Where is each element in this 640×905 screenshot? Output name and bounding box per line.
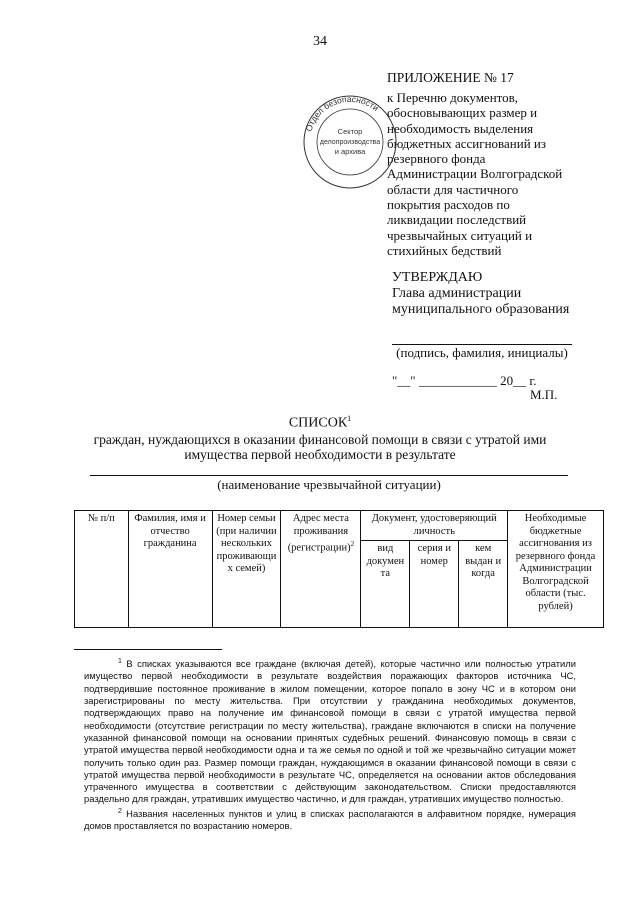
header-address-text: Адрес места проживания (регистрации) (287, 513, 351, 554)
approval-organization: муниципального образования (392, 302, 570, 317)
footnote-ref: 2 (350, 540, 355, 548)
basis-line: области для частичного (387, 181, 519, 197)
header-doc-series: серия и номер (410, 541, 459, 628)
situation-fill-line (90, 475, 568, 476)
situation-hint: (наименование чрезвычайной ситуации) (217, 477, 441, 492)
stamp-line: и архива (334, 147, 366, 156)
header-funds: Необходимые бюджетные ассигнования из резервного фонда Администрации Волгоградской области (тыс. рублей) (508, 511, 604, 628)
basis-line: чрезвычайных ситуаций и (387, 227, 533, 243)
basis-line: стихийных бедствий (387, 242, 502, 258)
list-subtitle (90, 432, 550, 462)
list-title (0, 414, 640, 432)
header-family: Номер семьи (при наличии нескольких проживающи х семей) (212, 511, 281, 628)
footnote-1 (84, 656, 576, 806)
signature-hint: (подпись, фамилия, инициалы) (396, 345, 568, 360)
date-line: "__" ____________ 20__ г. (392, 373, 537, 388)
approval-block (392, 270, 569, 318)
list-title-text: СПИСОК (288, 415, 348, 431)
footnote-separator (74, 649, 222, 650)
citizens-table (74, 510, 604, 628)
footnote-mark: 2 (118, 807, 122, 815)
basis-line: ликвидации последствий (387, 212, 527, 228)
header-name: Фамилия, имя и отчество гражданина (128, 511, 212, 628)
footnote-mark: 1 (118, 658, 122, 665)
basis-line: обосновывающих размер и (387, 105, 538, 121)
approval-position: Глава администрации (392, 286, 522, 301)
approval-heading: УТВЕРЖДАЮ (392, 270, 483, 285)
appendix-basis (387, 90, 587, 258)
basis-line: к Перечню документов, (387, 90, 519, 105)
subtitle-line: граждан, нуждающихся в оказании финансовой помощи в связи с утратой ими (93, 432, 547, 447)
page-number: 34 (313, 34, 327, 49)
stamp-line: делопроизводства (319, 139, 381, 146)
footnote-1-text: В списках указываются все граждане (включая детей), которые частично или полностью утратили имущество первой необходимости в результате воздействия поражающих факторов источника ЧС, подтвердившие постоянное проживание в жилом помещении, которое попало в зону ЧС и в котором они зарегистрированы по месту жительства. При отсутствии у гражданина необходимых документов, подтверждающих право на получение им финансовой помощи в связи с утратой имущества первой необходимости (отсутствие регистрации по месту жительства), граждане включаются в списки на получение указанной финансовой помощи на основании принятых судебных решений. Финансовую помощь в связи с утратой имущества первой необходимости одна и та же семья по одной и той же чрезвычайно ситуации может получить только один раз. Размер помощи граждан, нуждающимся в оказании финансовой помощи в связи с утратой имущества первой необходимости в результате ЧС, определяется на основании актов обследования утраченного имущества в соответствии с действующим законодательством. Списки предоставляются раздельно для граждан, утративших имущество частично, и для граждан, утративших имущество полностью. (84, 658, 577, 805)
footnote-2-text: Названия населенных пунктов и улиц в списках располагаются в алфавитном порядке, нумерация домов проставляется по возрастанию номеров. (84, 807, 576, 832)
stamp-line: Сектор (337, 127, 363, 136)
basis-line: покрытия расходов по (387, 197, 510, 213)
basis-line: Администрации Волгоградской (387, 166, 563, 182)
header-address (281, 511, 361, 628)
department-stamp (300, 94, 400, 190)
header-num: № п/п (75, 511, 129, 628)
footnote-ref: 1 (347, 414, 352, 423)
header-doc-type: вид докумен та (361, 541, 410, 628)
basis-line: бюджетных ассигнований из (387, 135, 546, 151)
svg-text:Отдел безопасности: Отдел безопасности (303, 94, 381, 133)
basis-line: необходимость выделения (387, 120, 534, 136)
subtitle-line: имущества первой необходимости в результате (184, 447, 456, 462)
seal-place: М.П. (530, 387, 558, 402)
footnotes (84, 656, 576, 832)
appendix-title: ПРИЛОЖЕНИЕ № 17 (387, 70, 514, 85)
header-doc-issued: кем выдан и когда (459, 541, 508, 628)
basis-line: резервного фонда (387, 151, 486, 167)
footnote-2 (84, 806, 576, 833)
header-document: Документ, удостоверяющий личность (361, 511, 508, 541)
